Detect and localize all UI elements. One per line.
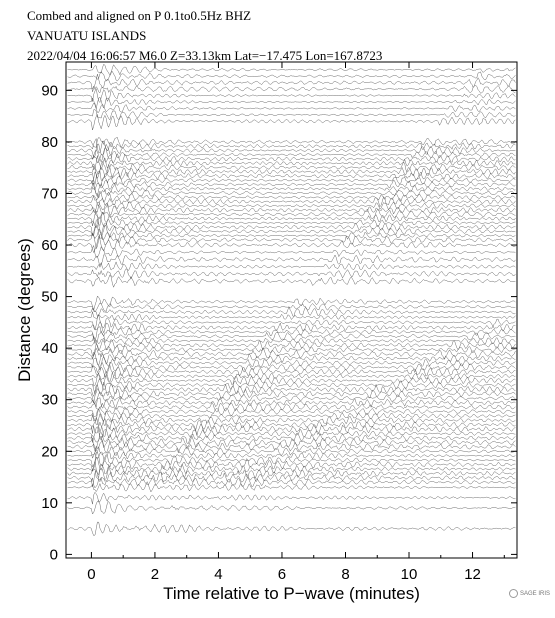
seismogram-trace <box>68 269 516 279</box>
seismogram-trace <box>68 307 516 317</box>
seismogram-trace <box>68 97 516 109</box>
seismogram-trace <box>68 204 516 215</box>
chart-title-line-1: Combed and aligned on P 0.1to0.5Hz BHZ <box>27 8 252 23</box>
seismogram-trace <box>68 110 516 120</box>
x-tick-label: 6 <box>277 566 287 583</box>
plot-frame <box>66 62 517 558</box>
seismogram-trace <box>68 72 516 82</box>
seismogram-trace <box>68 262 516 271</box>
x-tick-label: 0 <box>87 566 96 583</box>
seismogram-traces <box>68 64 516 535</box>
y-tick-label: 60 <box>41 237 58 255</box>
seismogram-trace <box>68 501 516 514</box>
seismogram-trace <box>68 229 516 240</box>
seismogram-trace <box>68 522 516 536</box>
x-axis-label: Time relative to P−wave (minutes) <box>163 584 420 603</box>
y-tick-label: 10 <box>41 494 58 512</box>
seismogram-trace <box>68 440 516 453</box>
seismogram-trace <box>68 378 516 393</box>
seismogram-trace <box>68 255 516 267</box>
seismogram-trace <box>68 246 516 258</box>
seismogram-trace <box>68 348 516 359</box>
x-tick-label: 12 <box>464 566 481 583</box>
seismogram-trace <box>68 312 516 321</box>
seismogram-trace <box>68 137 516 147</box>
y-tick-label: 50 <box>41 288 58 306</box>
x-tick-label: 10 <box>400 566 418 583</box>
y-axis-ticks <box>41 82 517 563</box>
seismogram-trace <box>68 296 516 310</box>
seismogram-trace <box>68 209 516 219</box>
seismogram-trace <box>68 457 516 471</box>
seismogram-trace <box>68 156 516 170</box>
x-tick-label: 8 <box>341 566 350 583</box>
seismogram-trace <box>68 462 516 475</box>
y-tick-label: 90 <box>41 82 58 100</box>
seismogram-trace <box>68 85 516 93</box>
seismogram-trace <box>68 352 516 365</box>
y-tick-label: 20 <box>41 443 58 461</box>
seismogram-trace <box>68 471 516 487</box>
seismogram-trace <box>68 446 516 458</box>
seismogram-trace <box>68 452 516 461</box>
y-tick-label: 0 <box>49 546 58 564</box>
seismogram-trace <box>68 187 516 198</box>
seismogram-trace <box>68 482 516 492</box>
sage-logo-icon <box>509 589 518 598</box>
seismogram-trace <box>68 492 516 504</box>
y-tick-label: 40 <box>41 340 58 358</box>
seismogram-trace <box>68 236 516 252</box>
y-tick-label: 80 <box>41 133 58 151</box>
x-tick-label: 4 <box>214 566 223 583</box>
seismogram-trace <box>68 114 516 130</box>
chart-title-line-2: VANUATU ISLANDS <box>27 28 147 43</box>
seismogram-trace <box>68 392 516 403</box>
sage-logo <box>509 589 550 598</box>
y-tick-label: 30 <box>41 391 58 409</box>
seismogram-trace <box>68 397 516 408</box>
seismogram-trace <box>68 389 516 404</box>
seismogram-trace <box>68 303 516 312</box>
seismogram-trace <box>68 103 516 112</box>
seismogram-trace <box>68 314 516 329</box>
seismogram-trace <box>68 275 516 287</box>
seismogram-trace <box>68 414 516 426</box>
seismogram-trace <box>68 478 516 488</box>
seismogram-trace <box>68 64 516 75</box>
seismogram-trace <box>68 89 516 103</box>
x-tick-label: 2 <box>150 566 160 583</box>
seismogram-trace <box>68 322 516 334</box>
y-axis-label: Distance (degrees) <box>15 238 34 382</box>
seismogram-trace <box>68 183 516 197</box>
chart-title-line-3: 2022/04/04 16:06:57 M6.0 Z=33.13km Lat=−17.475 Lon=167.8723 <box>27 48 383 63</box>
y-tick-label: 70 <box>41 185 58 203</box>
sage-logo-text: SAGE IRIS <box>520 591 551 598</box>
